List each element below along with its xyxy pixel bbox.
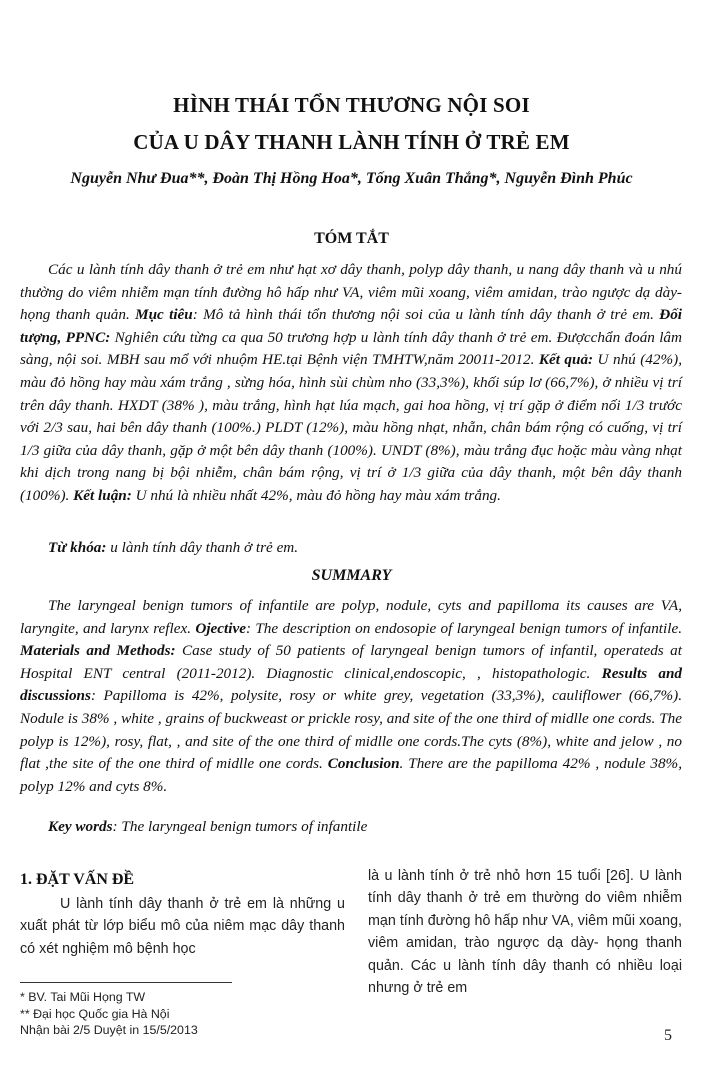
en-methods-label: Materials and Methods:: [20, 642, 176, 660]
author-list: Nguyễn Như Đua**, Đoàn Thị Hồng Hoa*, Tống Xuân Thắng*, Nguyễn Đình Phúc: [70, 170, 633, 187]
en-conclusion-label: Conclusion: [327, 755, 400, 773]
en-objective-label: Ojective: [195, 619, 246, 637]
vn-conclusion-text: U nhú là nhiều nhất 42%, màu đỏ hồng hay màu xám trắng.: [131, 486, 501, 504]
vn-abstract-heading: TÓM TẮT: [314, 230, 389, 247]
vn-keywords-text: u lành tính dây thanh ở trẻ em.: [106, 539, 299, 556]
vn-methods-label: Đối tượng, PPNC:: [20, 306, 683, 346]
article-title-line-2: CỦA U DÂY THANH LÀNH TÍNH Ở TRẺ EM: [133, 130, 570, 154]
vn-objective-text: : Mô tả hình thái tổn thương nội soi của u lành tính dây thanh ở trẻ em.: [192, 306, 654, 324]
section-1-heading: 1. ĐẶT VẤN ĐỀ: [20, 871, 135, 888]
vn-objective-label: Mục tiêu: [135, 306, 193, 324]
en-conclusion-text: . There are the papilloma 42% , nodule 38%, polyp 12% and cyts 8%.: [20, 755, 682, 795]
en-objective-text: : The description on endosopie of laryngeal benign tumors of infantile.: [245, 619, 683, 637]
en-abstract-body: [20, 595, 682, 798]
article-title-line-1: HÌNH THÁI TỔN THƯƠNG NỘI SOI: [173, 93, 530, 117]
section-1-left-column: U lành tính dây thanh ở trẻ em là những u xuất phát từ lớp biểu mô của niêm mạc dây thanh có xét nghiệm mô bệnh học: [20, 896, 345, 957]
en-results-text: : Papilloma is 42%, polysite, rosy or white grey, vegetation (33,3%), cauliflower (66,7%). Nodule is 38% , white , grains of buckweast or prickle rosy, and site of the one third of midlle one cords. The polyp is 12%), rosy, flat, , and site of the one third of midlle one cords.The cyts (8%), white and jelow , no flat ,the site of the one third of midlle one cords.: [20, 687, 682, 773]
footnote-affiliation-2: ** Đại học Quốc gia Hà Nội: [20, 1007, 170, 1021]
en-keywords-label: Key words: [48, 818, 113, 835]
footnote-divider: [20, 982, 232, 983]
en-abstract-heading: SUMMARY: [311, 567, 392, 584]
vn-abstract-intro: Các u lành tính dây thanh ở trẻ em như hạt xơ dây thanh, polyp dây thanh, u nang dây thanh và u nhú thường do viêm nhiễm mạn tính đường hô hấp như VA, viêm mũi xoang, viêm amidan, trào ngược dạ dày- họng thanh quản.: [20, 261, 682, 324]
vn-keywords-label: Từ khóa:: [48, 539, 107, 556]
en-keywords-text: : The laryngeal benign tumors of infantile: [112, 818, 368, 835]
footnote-received-dates: Nhận bài 2/5 Duyệt in 15/5/2013: [20, 1023, 198, 1037]
vn-methods-text: Nghiên cứu từng ca qua 50 trương hợp u lành tính dây thanh ở trẻ em. Đượcchẩn đoán lâm sàng, nội soi. MBH sau mổ với nhuộm HE.tại Bệnh viện TMHTW,năm 20011-2012.: [20, 328, 682, 369]
vn-conclusion-label: Kết luận:: [73, 486, 132, 504]
en-methods-text: Case study of 50 patients of laryngeal benign tumors of infantil, operateds at Hospital ENT central (2011-2012). Diagnostic clinical,endoscopic, , histopathologic.: [20, 642, 682, 682]
vn-results-text: U nhú (42%), màu đỏ hồng hay màu xám trắng , sừng hóa, hình sùi chùm nho (33,3%), khối súp lơ (66,7%), ở nhiều vị trí trên dây thanh. HXDT (38% ), màu trắng, hình hạt lúa mạch, gai hoa hồng, vị trí gặp ở điểm nối 1/3 trước với 2/3 sau, hai bên dây thanh (100%.) PLDT (12%), màu hồng nhạt, nhẵn, chân bám rộng có cuống, vị trí 1/3 giữa của dây thanh, gặp ở một bên dây thanh (100%). UNDT (8%), màu trắng đục hoặc màu vàng nhạt khi dịch trong nang bị bội nhiễm, chân bám rộng, vị trí ở 1/3 giữa của dây thanh, một bên dây thanh (100%).: [20, 351, 682, 504]
vn-results-label: Kết quả:: [538, 351, 594, 369]
vn-abstract-body: [20, 259, 682, 508]
en-results-label: Results and discussions: [20, 664, 683, 705]
vn-keywords: [48, 539, 298, 557]
section-1-right-column: là u lành tính ở trẻ nhỏ hơn 15 tuổi [26]. U lành tính dây thanh ở trẻ em thường do viêm nhiễm mạn tính đường hô hấp như VA, viêm mũi xoang, viêm amidan, trào ngược dạ dày- họng thanh quản. Các u lành tính dây thanh có nhiều loại nhưng ở trẻ em: [368, 868, 682, 997]
footnote-affiliation-1: * BV. Tai Mũi Họng TW: [20, 990, 146, 1004]
en-keywords: [48, 818, 367, 836]
page-number: 5: [664, 1027, 672, 1044]
en-abstract-intro: The laryngeal benign tumors of infantile are polyp, nodule, cyts and papilloma its causes are VA, laryngite, and larynx reflex.: [20, 597, 682, 637]
